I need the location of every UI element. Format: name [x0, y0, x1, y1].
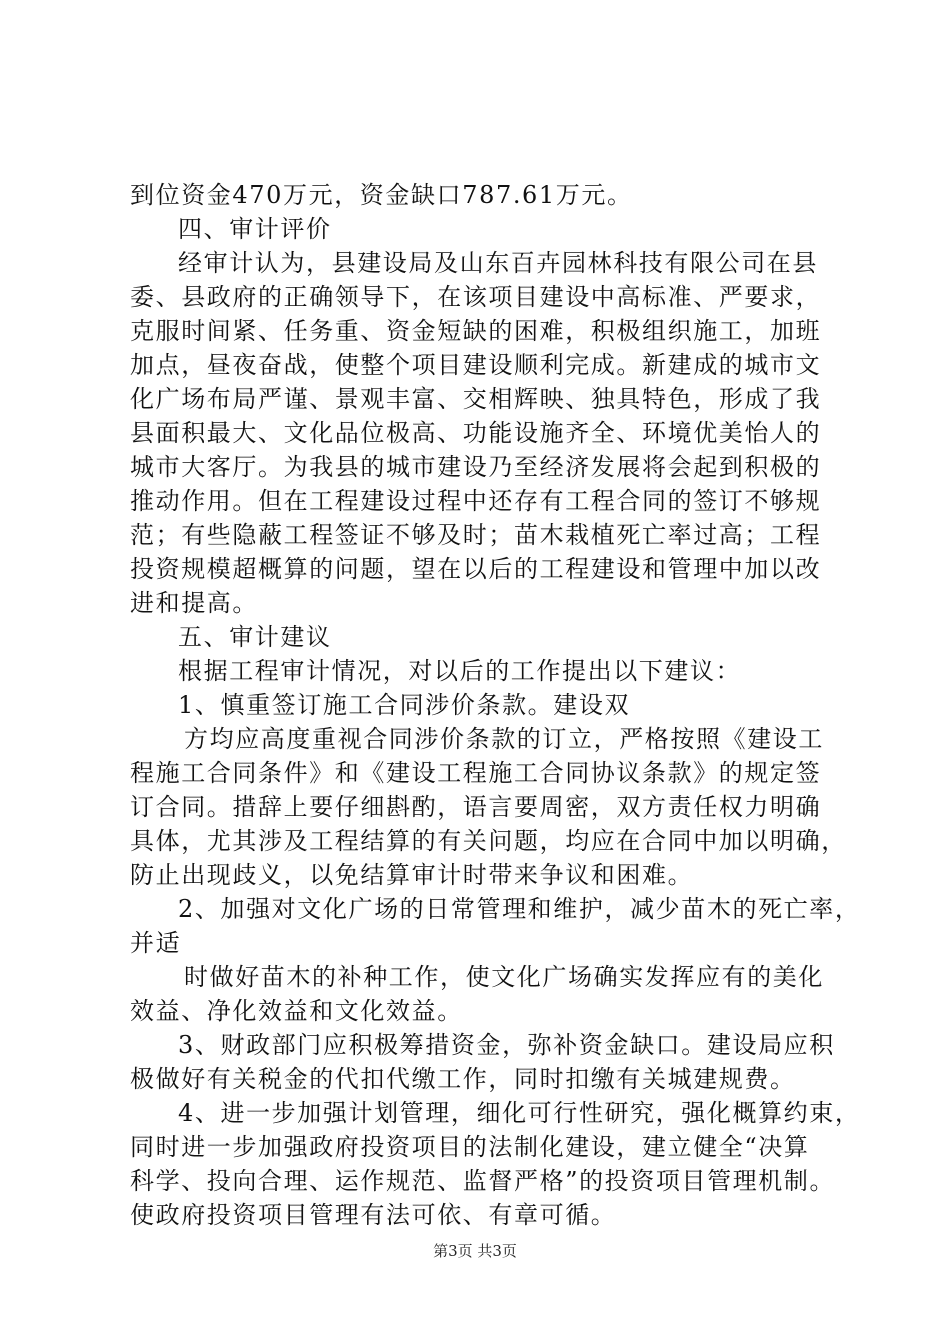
text-line-7: 化广场布局严谨、景观丰富、交相辉映、独具特色，形成了我 [130, 385, 822, 413]
page-footer: 第3页 共3页 [433, 1242, 517, 1260]
suggestion-4-heading: 4、进一步加强计划管理，细化可行性研究，强化概算约束， [178, 1099, 861, 1127]
text-line-24: 时做好苗木的补种工作，使文化广场确实发挥应有的美化 [184, 963, 824, 991]
text-line-30: 科学、投向合理、运作规范、监督严格”的投资项目管理机制。 [130, 1167, 836, 1195]
text-line-17: 方均应高度重视合同涉价条款的订立，严格按照《建设工 [184, 725, 824, 753]
text-line-29: 同时进一步加强政府投资项目的法制化建设，建立健全“决算 [130, 1133, 810, 1161]
text-line-9: 城市大客厅。为我县的城市建设乃至经济发展将会起到积极的 [130, 453, 822, 481]
suggestion-1-heading: 1、慎重签订施工合同涉价条款。建设双 [178, 691, 631, 719]
text-line-11: 范；有些隐蔽工程签证不够及时；苗木栽植死亡率过高；工程 [130, 521, 822, 549]
section-heading-evaluation: 四、审计评价 [178, 215, 332, 243]
suggestion-2-heading: 2、加强对文化广场的日常管理和维护，减少苗木的死亡率， [178, 895, 861, 923]
text-line-25: 效益、净化效益和文化效益。 [130, 997, 463, 1025]
text-line-13: 进和提高。 [130, 589, 258, 617]
section-heading-suggestions: 五、审计建议 [178, 623, 332, 651]
text-line-3: 经审计认为，县建设局及山东百卉园林科技有限公司在县 [178, 249, 818, 277]
text-line-18: 程施工合同条件》和《建设工程施工合同协议条款》的规定签 [130, 759, 822, 787]
text-line-19: 订合同。措辞上要仔细斟酌，语言要周密，双方责任权力明确 [130, 793, 822, 821]
text-line-5: 克服时间紧、任务重、资金短缺的困难，积极组织施工，加班 [130, 317, 822, 345]
text-line-27: 极做好有关税金的代扣代缴工作，同时扣缴有关城建规费。 [130, 1065, 796, 1093]
text-line-10: 推动作用。但在工程建设过程中还存有工程合同的签订不够规 [130, 487, 822, 515]
text-line-8: 县面积最大、文化品位极高、功能设施齐全、环境优美怡人的 [130, 419, 822, 447]
text-line-12: 投资规模超概算的问题，望在以后的工程建设和管理中加以改 [130, 555, 822, 583]
text-line-1: 到位资金470万元，资金缺口787.61万元。 [130, 181, 633, 209]
text-line-20: 具体，尤其涉及工程结算的有关问题，均应在合同中加以明确， [130, 827, 847, 855]
text-line-15: 根据工程审计情况，对以后的工作提出以下建议： [178, 657, 742, 685]
text-line-6: 加点，昼夜奋战，使整个项目建设顺利完成。新建成的城市文 [130, 351, 822, 379]
text-line-4: 委、县政府的正确领导下，在该项目建设中高标准、严要求， [130, 283, 822, 311]
text-line-31: 使政府投资项目管理有法可依、有章可循。 [130, 1201, 617, 1229]
text-line-23: 并适 [130, 929, 182, 957]
suggestion-3-heading: 3、财政部门应积极筹措资金，弥补资金缺口。建设局应积 [178, 1031, 835, 1059]
text-line-21: 防止出现歧义，以免结算审计时带来争议和困难。 [130, 861, 694, 889]
